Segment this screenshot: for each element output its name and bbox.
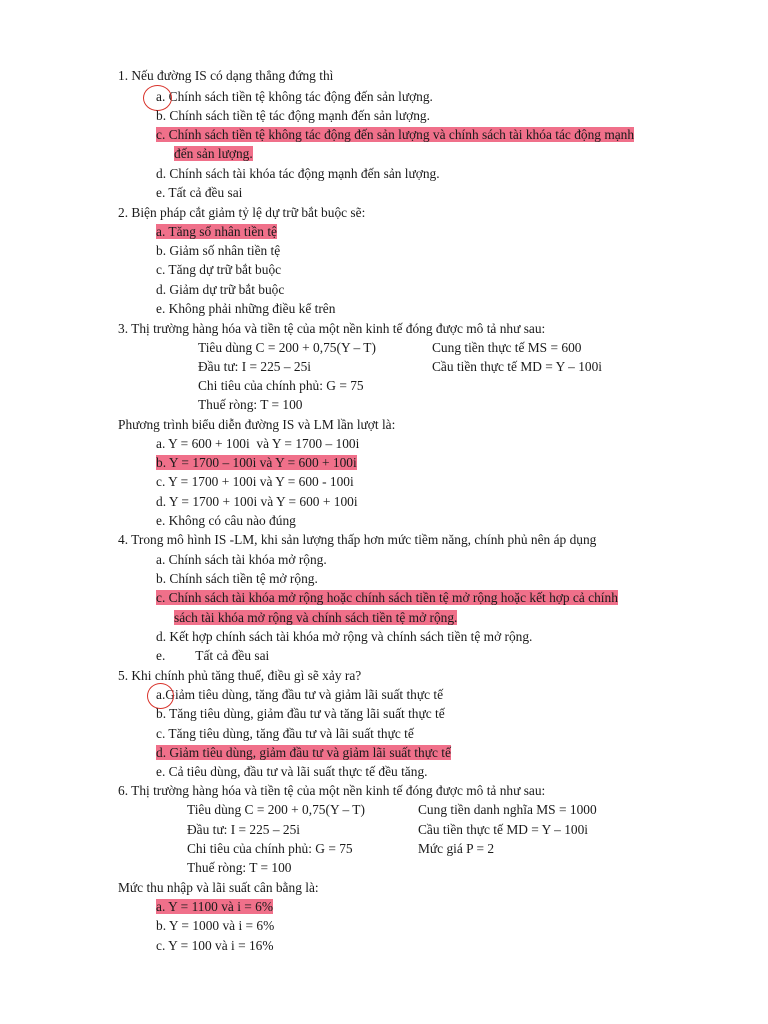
q2-option-d: d. Giảm dự trữ bắt buộc: [156, 282, 285, 297]
q4-option-c: [156, 590, 618, 606]
answer-highlight: a. Tăng số nhân tiền tệ: [156, 224, 277, 239]
question-4-text: 4. Trong mô hình IS -LM, khi sản lượng thấp hơn mức tiềm năng, chính phủ nên áp dụng: [118, 532, 597, 547]
question-5-text: 5. Khi chính phủ tăng thuế, điều gì sẽ xảy ra?: [118, 668, 362, 683]
q3-equation-money-supply: Cung tiền thực tế MS = 600: [432, 340, 582, 355]
answer-highlight: c. Chính sách tài khóa mở rộng hoặc chính sách tiền tệ mở rộng hoặc kết hợp cả chính: [156, 590, 618, 605]
q6-option-a: [156, 899, 273, 915]
q6-equation-money-demand: Cầu tiền thực tế MD = Y – 100i: [418, 822, 589, 837]
q5-option-c: c. Tăng tiêu dùng, tăng đầu tư và lãi suất thực tế: [156, 726, 414, 741]
q6-equation-money-supply: Cung tiền danh nghĩa MS = 1000: [418, 802, 597, 817]
question-6-text: 6. Thị trường hàng hóa và tiền tệ của một nền kinh tế đóng được mô tả như sau:: [118, 783, 546, 798]
answer-highlight: d. Giảm tiêu dùng, giảm đầu tư và giảm lãi suất thực tế: [156, 745, 451, 760]
q1-option-b: b. Chính sách tiền tệ tác động mạnh đến sản lượng.: [156, 108, 430, 123]
question-3-text: 3. Thị trường hàng hóa và tiền tệ của một nền kinh tế đóng được mô tả như sau:: [118, 321, 546, 336]
q3-option-e: e. Không có câu nào đúng: [156, 513, 296, 528]
q1-option-e: e. Tất cả đều sai: [156, 185, 243, 200]
q2-option-e: e. Không phải những điều kể trên: [156, 301, 336, 316]
question-2-text: 2. Biện pháp cắt giảm tỷ lệ dự trữ bắt buộc sẽ:: [118, 205, 366, 220]
q5-option-d: [156, 745, 451, 761]
q4-option-c-continuation: sách tài khóa mở rộng và chính sách tiền tệ mở rộng.: [174, 610, 458, 625]
q3-option-a: a. Y = 600 + 100i và Y = 1700 – 100i: [156, 436, 360, 451]
q4-option-b: b. Chính sách tiền tệ mở rộng.: [156, 571, 318, 586]
q1-option-c: [156, 127, 634, 143]
q3-equation-tax: Thuế ròng: T = 100: [198, 397, 303, 412]
q5-option-a: a.Giảm tiêu dùng, tăng đầu tư và giảm lãi suất thực tế: [156, 687, 444, 702]
q6-equation-investment: Đầu tư: I = 225 – 25i: [187, 822, 300, 837]
answer-highlight: c. Chính sách tiền tệ không tác động đến sản lượng và chính sách tài khóa tác động mạnh: [156, 127, 635, 142]
q3-equation-government: Chi tiêu của chính phủ: G = 75: [198, 378, 364, 393]
q3-prompt: Phương trình biểu diễn đường IS và LM lần lượt là:: [118, 417, 396, 432]
answer-highlight: a. Y = 1100 và i = 6%: [156, 899, 274, 914]
q6-equation-consumption: Tiêu dùng C = 200 + 0,75(Y – T): [187, 802, 365, 817]
answer-highlight: b. Y = 1700 – 100i và Y = 600 + 100i: [156, 455, 357, 470]
q1-option-a: a. Chính sách tiền tệ không tác động đến sản lượng.: [156, 89, 433, 104]
q3-option-d: d. Y = 1700 + 100i và Y = 600 + 100i: [156, 494, 358, 509]
q3-option-b: [156, 455, 357, 471]
question-1-text: 1. Nếu đường IS có dạng thẳng đứng thì: [118, 68, 334, 83]
q4-option-a: a. Chính sách tài khóa mở rộng.: [156, 552, 327, 567]
q5-option-e: e. Cả tiêu dùng, đầu tư và lãi suất thực tế đều tăng.: [156, 764, 428, 779]
q5-option-b: b. Tăng tiêu dùng, giảm đầu tư và tăng lãi suất thực tế: [156, 706, 445, 721]
q2-option-c: c. Tăng dự trữ bắt buộc: [156, 262, 282, 277]
q3-equation-money-demand: Cầu tiền thực tế MD = Y – 100i: [432, 359, 603, 374]
q4-option-e: e. Tất cả đều sai: [156, 648, 270, 663]
q6-option-b: b. Y = 1000 và i = 6%: [156, 918, 275, 933]
q6-equation-tax: Thuế ròng: T = 100: [187, 860, 292, 875]
q2-option-a: [156, 224, 277, 240]
q3-equation-investment: Đầu tư: I = 225 – 25i: [198, 359, 311, 374]
q1-option-d: d. Chính sách tài khóa tác động mạnh đến sản lượng.: [156, 166, 440, 181]
q3-equation-consumption: Tiêu dùng C = 200 + 0,75(Y – T): [198, 340, 376, 355]
q6-equation-price-level: Mức giá P = 2: [418, 841, 495, 856]
q6-equation-government: Chi tiêu của chính phủ: G = 75: [187, 841, 353, 856]
q4-option-d: d. Kết hợp chính sách tài khóa mở rộng và chính sách tiền tệ mở rộng.: [156, 629, 533, 644]
q6-option-c: c. Y = 100 và i = 16%: [156, 938, 274, 953]
q6-prompt: Mức thu nhập và lãi suất cân bằng là:: [118, 880, 319, 895]
q1-option-c-continuation: đến sản lượng.: [174, 146, 253, 161]
q3-option-c: c. Y = 1700 + 100i và Y = 600 - 100i: [156, 474, 354, 489]
q2-option-b: b. Giảm số nhân tiền tệ: [156, 243, 281, 258]
